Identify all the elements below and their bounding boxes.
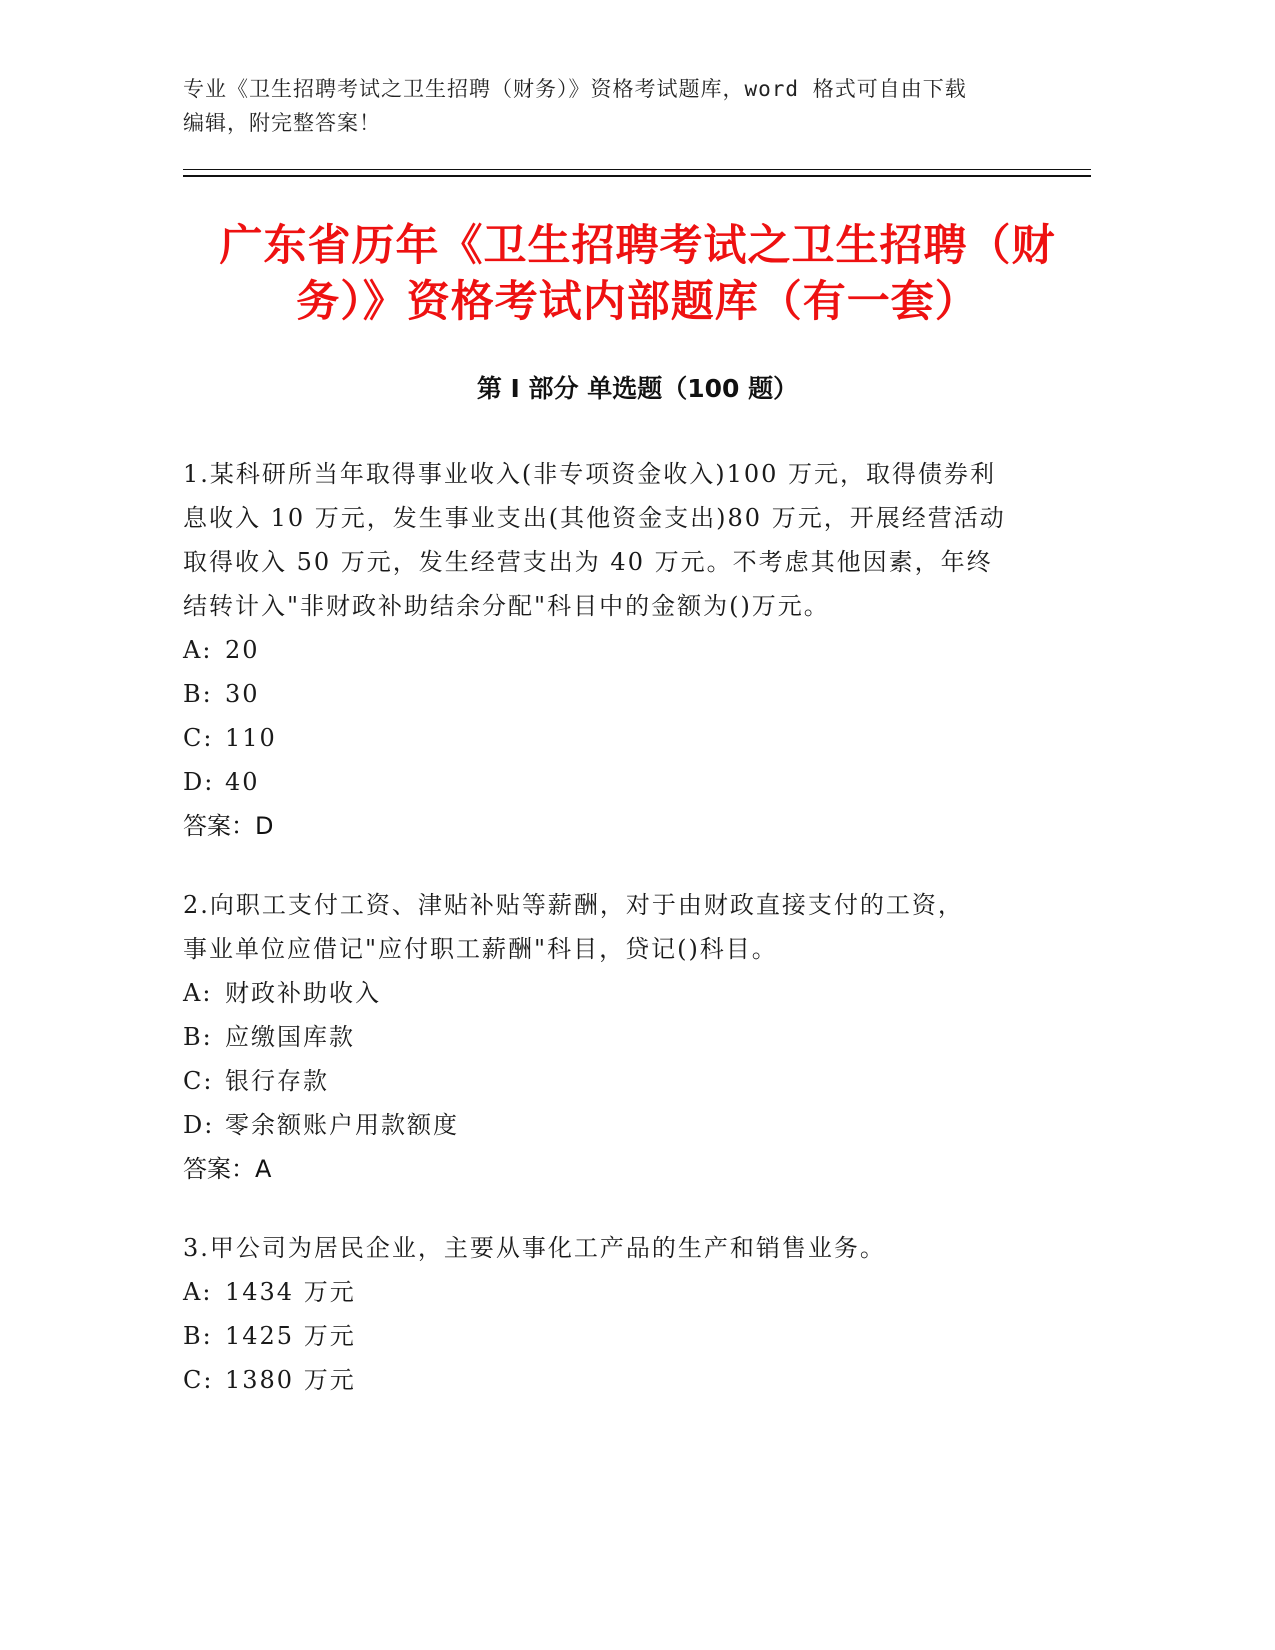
option-letter: D:: [183, 1111, 215, 1139]
option-d: [183, 760, 1063, 804]
question-stem: [183, 452, 1063, 628]
option-letter: C:: [183, 724, 214, 752]
option-letter: B:: [183, 1023, 213, 1051]
option-letter: B:: [183, 1322, 213, 1350]
question-stem-line: 息收入 10 万元，发生事业支出(其他资金支出)80 万元，开展经营活动: [183, 504, 1006, 532]
question-stem-line: 事业单位应借记"应付职工薪酬"科目，贷记()科目。: [183, 935, 778, 963]
option-letter: A:: [183, 1278, 213, 1306]
option-c: [183, 1358, 1063, 1402]
document-title: [150, 218, 1125, 330]
question-stem: [183, 1226, 1063, 1270]
question-stem-line: 取得收入 50 万元，发生经营支出为 40 万元。不考虑其他因素，年终: [183, 548, 993, 576]
question-list: [183, 452, 1063, 1437]
option-a: [183, 1270, 1063, 1314]
question-stem-line: 1.某科研所当年取得事业收入(非专项资金收入)100 万元，取得债券利: [183, 460, 997, 488]
question-stem-line: 2.向职工支付工资、津贴补贴等薪酬，对于由财政直接支付的工资，: [183, 891, 964, 919]
header-note-line-1: 专业《卫生招聘考试之卫生招聘（财务）》资格考试题库，word 格式可自由下载: [183, 77, 967, 101]
option-text: 1380 万元: [225, 1366, 356, 1394]
answer-line: 答案：D: [183, 812, 274, 840]
option-b: [183, 1015, 1063, 1059]
document-title-line-1: 广东省历年《卫生招聘考试之卫生招聘（财: [219, 221, 1056, 271]
option-text: 20: [225, 636, 260, 664]
question-1: [183, 452, 1063, 848]
option-text: 零余额账户用款额度: [225, 1111, 459, 1139]
question-stem: [183, 883, 1063, 971]
option-text: 应缴国库款: [225, 1023, 355, 1051]
question-3: [183, 1226, 1063, 1402]
option-letter: D:: [183, 768, 215, 796]
question-stem-line: 结转计入"非财政补助结余分配"科目中的金额为()万元。: [183, 592, 830, 620]
option-letter: C:: [183, 1067, 214, 1095]
header-rule-thick: [183, 175, 1091, 177]
option-a: [183, 628, 1063, 672]
option-text: 银行存款: [225, 1067, 329, 1095]
option-letter: B:: [183, 680, 213, 708]
option-c: [183, 716, 1063, 760]
option-text: 110: [225, 724, 277, 752]
question-stem-line: 3.甲公司为居民企业，主要从事化工产品的生产和销售业务。: [183, 1234, 886, 1262]
option-text: 财政补助收入: [225, 979, 381, 1007]
header-note: [183, 72, 1063, 140]
option-text: 1425 万元: [225, 1322, 356, 1350]
question-2: [183, 883, 1063, 1191]
document-title-line-2: 务）》资格考试内部题库（有一套）: [296, 277, 979, 327]
option-b: [183, 1314, 1063, 1358]
header-note-line-2: 编辑，附完整答案！: [183, 111, 381, 135]
option-text: 30: [225, 680, 260, 708]
section-heading: 第 I 部分 单选题（100 题）: [476, 374, 799, 403]
option-letter: C:: [183, 1366, 214, 1394]
option-d: [183, 1103, 1063, 1147]
option-b: [183, 672, 1063, 716]
option-text: 40: [225, 768, 260, 796]
option-c: [183, 1059, 1063, 1103]
option-letter: A:: [183, 979, 213, 1007]
answer-line: 答案：A: [183, 1155, 272, 1183]
option-text: 1434 万元: [225, 1278, 356, 1306]
option-letter: A:: [183, 636, 213, 664]
header-rule-thin: [183, 169, 1091, 170]
option-a: [183, 971, 1063, 1015]
